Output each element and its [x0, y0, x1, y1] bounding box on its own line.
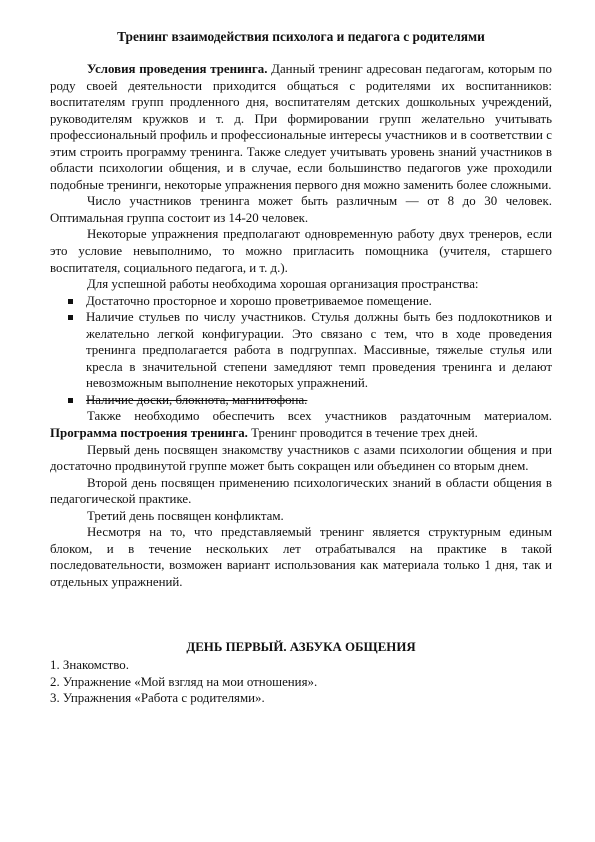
- paragraph-day-three: Третий день посвящен конфликтам.: [87, 508, 284, 523]
- document-title: Тренинг взаимодействия психолога и педагога с родителями: [117, 29, 485, 44]
- paragraph-trainers: Некоторые упражнения предполагают одновременную работу двух тренеров, если это условие невыполнимо, то можно пригласить помощника (учителя, старшего воспитателя, социального педагога, и т. д.).: [50, 227, 552, 275]
- list-item: Достаточно просторное и хорошо проветриваемое помещение.: [50, 293, 552, 310]
- program-text: Тренинг проводится в течение трех дней.: [247, 426, 478, 441]
- paragraph-usage: Несмотря на то, что представляемый тренинг является структурным единым блоком, и в течение нескольких лет отрабатывался на практике в такой последовательности, возможен вариант использования как материала только 1 дня, так и отдельных упражнений.: [50, 525, 552, 589]
- conditions-text: Данный тренинг адресован педагогам, которым по роду своей деятельности приходится общаться с родителями их воспитанников: воспитателям групп продленного дня, воспитателям детских дошкольных учреждений, руководителям кружков и т. д. При формировании групп желательно учитывать профессиональный профиль и профессиональные интересы участников и в соответствии с этим строить программу тренинга. Также следует учитывать уровень знаний участников в области психологии общения, и в случае, если большинство педагогов уже проходили подобные тренинги, некоторые упражнения первого дня можно заменить более сложными.: [50, 62, 552, 192]
- requirements-list: [50, 293, 552, 409]
- paragraph-conditions: [50, 61, 552, 193]
- list-item: Наличие доски, блокнота, магнитофона.: [50, 392, 552, 409]
- conditions-heading: Условия проведения тренинга.: [87, 62, 268, 76]
- paragraph-materials: [50, 408, 552, 441]
- section-title: ДЕНЬ ПЕРВЫЙ. АЗБУКА ОБЩЕНИЯ: [186, 639, 416, 654]
- paragraph-space: Для успешной работы необходима хорошая организация пространства:: [87, 277, 479, 292]
- paragraph-day-one: Первый день посвящен знакомству участников с азами психологии общения и при достаточно продвинутой группе может быть сокращен или объединен со вторым днем.: [50, 442, 552, 474]
- program-heading: Программа построения тренинга.: [50, 426, 248, 441]
- list-item: 3. Упражнения «Работа с родителями».: [50, 691, 265, 706]
- list-item: 2. Упражнение «Мой взгляд на мои отношения».: [50, 674, 318, 689]
- list-item: Наличие стульев по числу участников. Стулья должны быть без подлокотников и желательно легкой конфигурации. Это связано с тем, что в ходе проведения тренинга предполагается работа в подгруппах. Массивные, тяжелые стулья или кресла в значительной степени замедляют темп проведения тренинга и делают невозможным выполнение некоторых упражнений.: [50, 309, 552, 392]
- exercise-list: [50, 657, 552, 707]
- paragraph-day-two: Второй день посвящен применению психологических знаний в области общения в педагогической практике.: [50, 475, 552, 507]
- paragraph-participants: Число участников тренинга может быть различным — от 8 до 30 человек. Оптимальная группа состоит из 14-20 человек.: [50, 194, 552, 225]
- materials-text: Также необходимо обеспечить всех участников раздаточным материалом.: [87, 409, 552, 424]
- list-item: 1. Знакомство.: [50, 658, 129, 673]
